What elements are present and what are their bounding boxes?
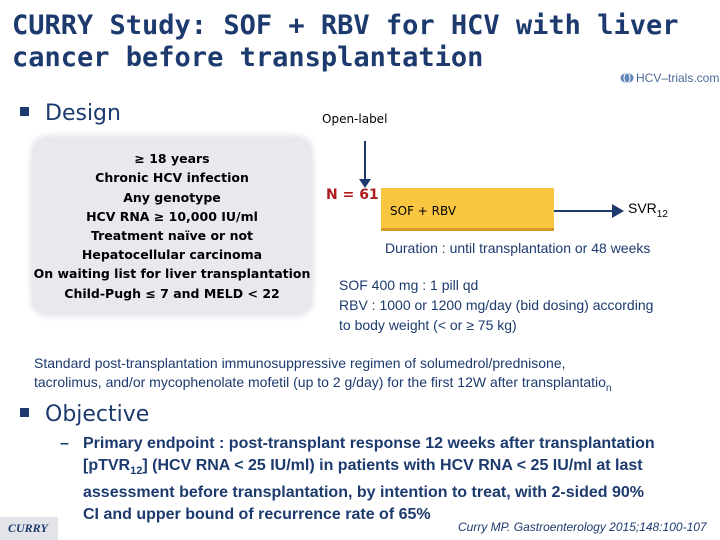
right-arrow-shaft — [554, 210, 614, 212]
criterion: Treatment naïve or not — [90, 228, 254, 243]
sample-size-label: N = 61 — [326, 187, 379, 203]
objective-line-2-pre: [pTVR — [83, 456, 131, 474]
title-line-1: CURRY Study: SOF + RBV for HCV with liver — [12, 10, 679, 41]
objective-line-2 — [83, 455, 710, 483]
standard-line-2-sub: n — [605, 382, 612, 394]
inclusion-criteria-box — [32, 137, 312, 315]
objective-text — [60, 433, 710, 525]
criterion: HCV RNA ≥ 10,000 IU/ml — [86, 208, 258, 224]
dosing-text — [339, 275, 709, 335]
criterion: Hepatocellular carcinoma — [81, 247, 263, 263]
down-arrow-shaft — [364, 141, 366, 181]
standard-line-2-text: tacrolimus, and/or mycophenolate mofetil (up to 2 g/day) for the first 12W after transplantatio — [34, 374, 606, 390]
objective-heading-text: Objective — [45, 402, 150, 427]
study-tag: CURRY — [8, 521, 48, 535]
open-label-text: Open-label — [322, 112, 388, 126]
treatment-arm-box — [381, 188, 554, 231]
objective-line-4: CI and upper bound of recurrence rate of 65% — [83, 505, 431, 523]
standard-line-2 — [34, 373, 714, 398]
duration-text: Duration : until transplantation or 48 weeks — [385, 240, 651, 256]
criterion: Any genotype — [123, 189, 221, 205]
square-bullet-icon — [20, 107, 29, 116]
dosing-line: SOF 400 mg : 1 pill qd — [339, 277, 479, 293]
dosing-line: to body weight (< or ≥ 75 kg) — [339, 317, 517, 333]
objective-line-3: assessment before transplantation, by intention to treat, with 2-sided 90% — [83, 484, 644, 502]
svr-text: SVR — [628, 200, 657, 216]
slide-title — [12, 10, 702, 74]
square-bullet-icon — [20, 408, 29, 417]
hcv-trials-logo — [620, 70, 720, 88]
design-heading — [20, 101, 121, 126]
svr-label — [628, 200, 668, 220]
criterion: ≥ 18 years — [134, 151, 210, 167]
svr-subscript: 12 — [656, 208, 668, 220]
immunosuppression-text — [34, 354, 714, 398]
logo-text: HCV–trials.com — [636, 71, 720, 85]
criterion: Child-Pugh ≤ 7 and MELD < 22 — [64, 285, 280, 301]
citation: Curry MP. Gastroenterology 2015;148:100-107 — [458, 520, 707, 534]
objective-heading — [20, 402, 149, 427]
design-heading-text: Design — [45, 101, 121, 126]
criterion: On waiting list for liver transplantation — [33, 266, 311, 282]
standard-line-1: Standard post-transplantation immunosuppressive regimen of solumedrol/prednisone, — [34, 355, 566, 371]
objective-line-1: Primary endpoint : post-transplant response 12 weeks after transplantation — [83, 435, 655, 452]
dosing-line: RBV : 1000 or 1200 mg/day (bid dosing) according — [339, 297, 654, 313]
criterion: Chronic HCV infection — [95, 170, 249, 186]
treatment-arm-label: SOF + RBV — [390, 204, 457, 218]
right-arrow-icon — [612, 204, 624, 218]
globe-icon — [620, 72, 634, 84]
objective-line-2-post: ] (HCV RNA < 25 IU/ml) in patients with HCV RNA < 25 IU/ml at last — [142, 456, 643, 474]
objective-line-2-sub: 12 — [130, 464, 143, 477]
dash-bullet: – — [60, 435, 69, 452]
title-line-2: cancer before transplantation — [12, 42, 484, 73]
